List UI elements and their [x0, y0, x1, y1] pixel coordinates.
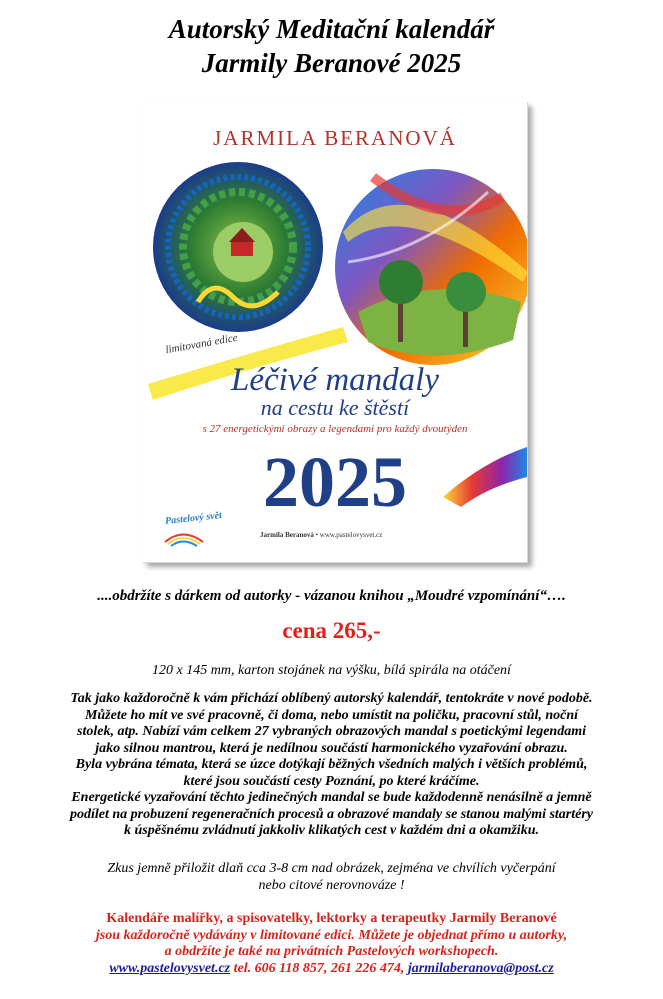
heading-line-2: Jarmily Beranové 2025: [201, 48, 462, 78]
cover-footer-web: • www.pastelovysvet.cz: [313, 531, 383, 539]
usage-tip: [0, 860, 663, 894]
description-line: Energetické vyzařování těchto jedinečných mandal se bude každodenně nenásilně a jemně: [71, 790, 592, 805]
tip-line: nebo citové nerovnováze !: [258, 878, 405, 893]
cover-subtitle: na cestu ke štěstí: [260, 395, 410, 420]
description-line: Můžete ho mít ve své pracovně, či doma, nebo umístit na poličku, pracovní stůl, noční: [84, 707, 579, 723]
description-line: Tak jako každoročně k vám přichází oblíbený autorský kalendář, tentokráte v nové podobě.: [70, 691, 593, 706]
cover-year: 2025: [263, 442, 407, 522]
description-line: k úspěšnému zvládnutí jakkoliv klikatých cest v každém dni a okamžiku.: [124, 823, 539, 838]
heading-line-1: Autorský Meditační kalendář: [168, 14, 495, 44]
cover-footer-author: Jarmila Beranová: [260, 531, 314, 539]
cover-author: JARMILA BERANOVÁ: [213, 126, 457, 150]
price: cena 265,-: [282, 618, 381, 643]
contact-line-1: Kalendáře malířky, a spisovatelky, lektorky a terapeutky Jarmily Beranové: [106, 911, 557, 926]
website-link[interactable]: www.pastelovysvet.cz: [109, 960, 231, 976]
contact-block: [0, 911, 663, 977]
tip-line: Zkus jemně přiložit dlaň cca 3-8 cm nad obrázek, zejména ve chvílích vyčerpání: [107, 861, 556, 876]
description-line: stolek, atp. Nabízí vám celkem 27 vybraných obrazových mandal s poetickými legendami: [77, 724, 586, 739]
contact-line-3: a obdržíte je také na privátních Pastelových workshopech.: [164, 944, 499, 959]
description-line: které jsou součástí cesty Poznání, po které kráčíme.: [183, 773, 480, 789]
limited-edition-badge: limitovaná edice: [164, 331, 239, 357]
cover-description: s 27 energetickými obrazy a legendami pro každý dvoutýden: [202, 423, 468, 435]
publisher-logo: Pastelový svět: [164, 510, 223, 527]
gift-text: ....obdržíte s dárkem od autorky - vázanou knihou „Moudré vzpomínání“….: [97, 588, 566, 604]
contact-line-2: jsou každoročně vydávány v limitované edici. Můžete je objednat přímo u autorky,: [95, 927, 568, 943]
calendar-cover-image: [143, 102, 528, 563]
email-link[interactable]: jarmilaberanova@post.cz: [407, 960, 554, 976]
description-line: podílet na probuzení regeneračních procesů a obrazové mandaly se stanou malými startéry: [69, 806, 594, 822]
product-spec: 120 x 145 mm, karton stojánek na výšku, bílá spirála na otáčení: [152, 663, 511, 678]
description-line: Byla vybrána témata, která se úzce dotýkají běžných všedních malých i větších problémů,: [75, 757, 588, 772]
cover-footer: [260, 531, 382, 539]
phone-numbers: tel. 606 118 857, 261 226 474,: [230, 960, 408, 976]
description-paragraph: [20, 691, 643, 840]
description-line: jako silnou mantrou, která je nedílnou součástí harmonického vyzařování obrazu.: [95, 740, 568, 756]
cover-title: Léčivé mandaly: [230, 362, 439, 398]
contact-line-4: [0, 961, 663, 978]
